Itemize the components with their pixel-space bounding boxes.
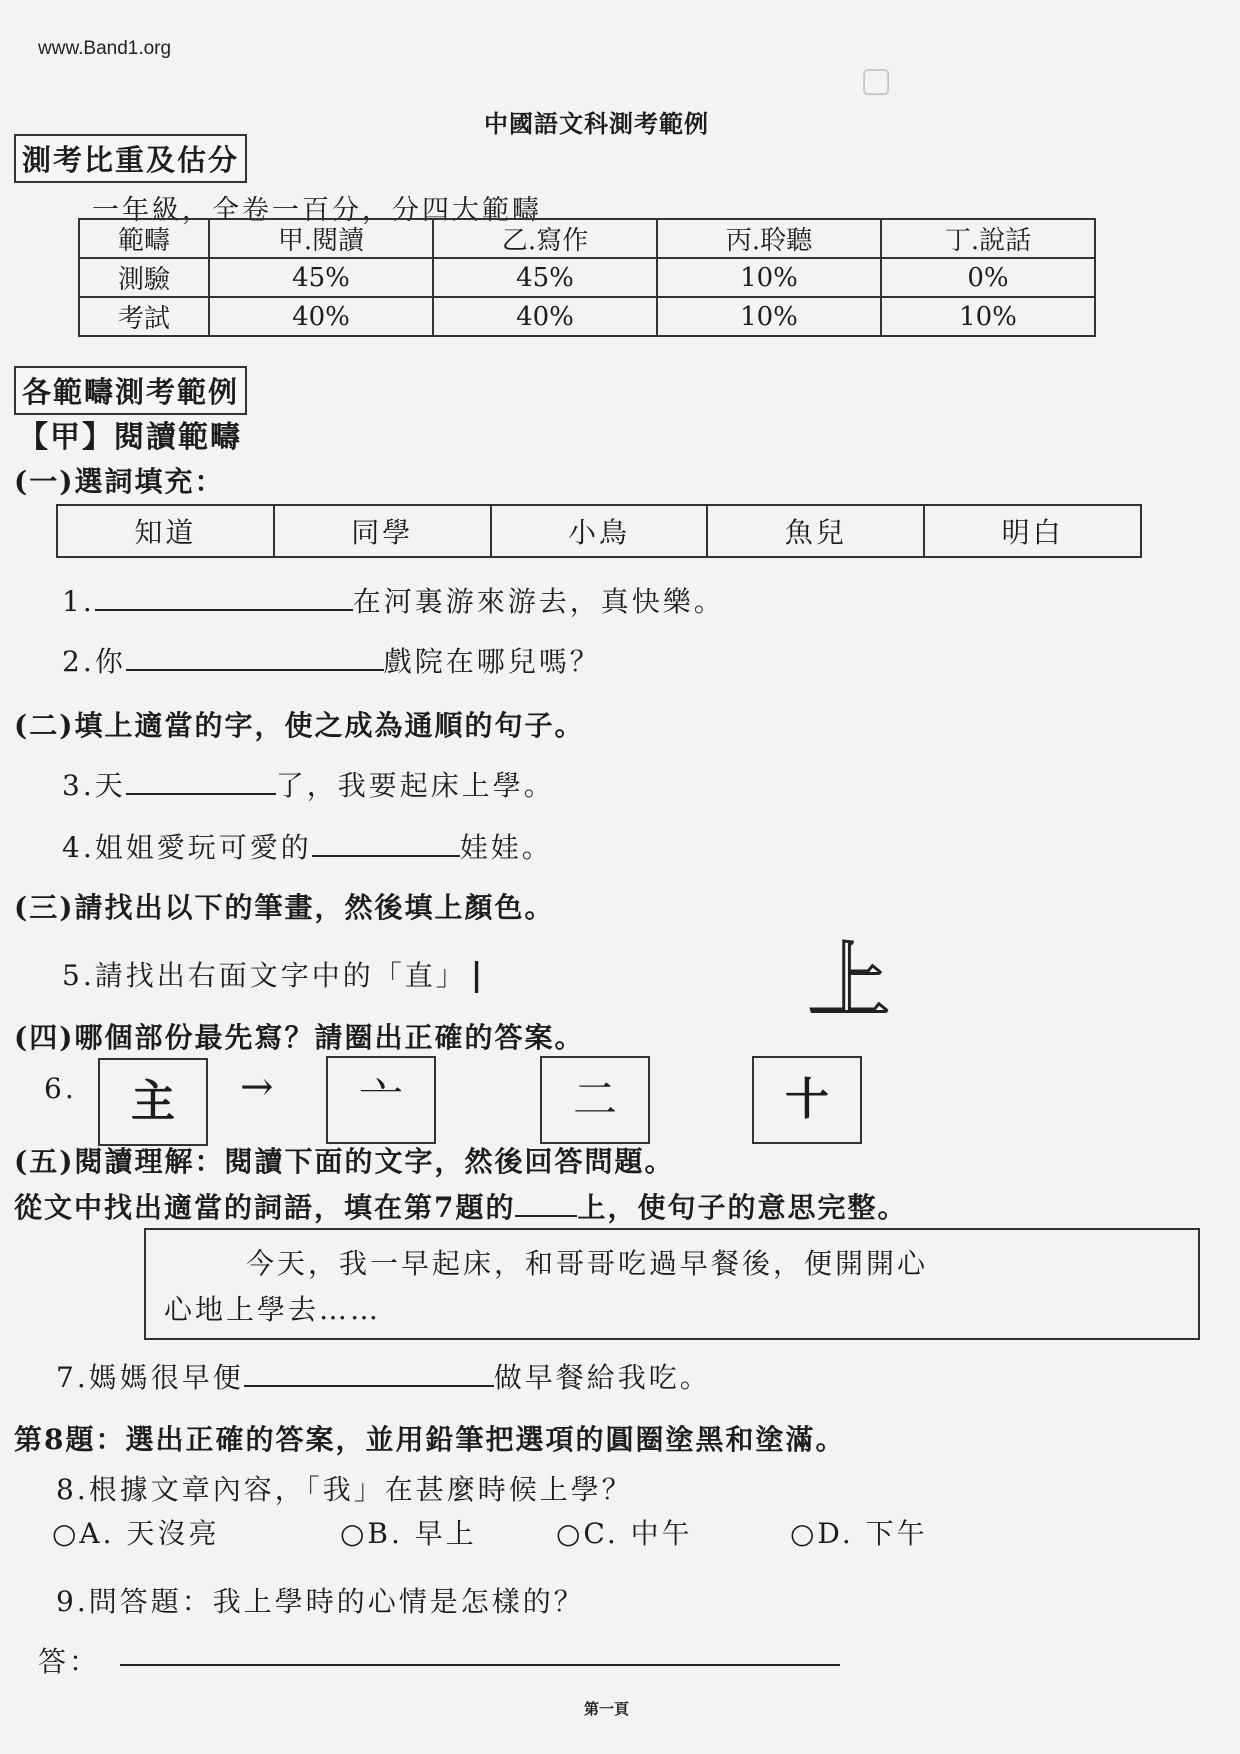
header-cell: 乙.寫作 <box>433 219 657 258</box>
vertical-stroke-symbol: | <box>470 955 486 993</box>
header-cell: 甲.閱讀 <box>209 219 433 258</box>
page-number: 第一頁 <box>584 1700 630 1718</box>
question-4 <box>62 826 553 866</box>
outline-character[interactable]: 上 <box>808 934 891 1029</box>
answer-label: 答： <box>38 1645 101 1678</box>
question-text: 了，我要起床上學。 <box>275 769 555 802</box>
option-box[interactable]: 二 <box>540 1056 650 1144</box>
question-9: 9.問答題：我上學時的心情是怎樣的？ <box>56 1585 585 1618</box>
question-text: 2.你 <box>62 645 126 678</box>
answer-blank[interactable] <box>126 769 276 795</box>
passage-line: 今天，我一早起床，和哥哥吃過早餐後，便開開心 <box>246 1247 929 1280</box>
question-text: 做早餐給我吃。 <box>493 1361 711 1394</box>
table-cell: 10% <box>657 297 881 336</box>
question-8-instruction: 第8題：選出正確的答案，並用鉛筆把選項的圓圈塗黑和塗滿。 <box>14 1423 846 1456</box>
word-bank-item: 明白 <box>924 505 1141 557</box>
question-text: 娃娃。 <box>459 831 553 864</box>
answer-line[interactable] <box>120 1664 840 1666</box>
reading-passage <box>144 1228 1200 1340</box>
word-bank-item: 小鳥 <box>491 505 708 557</box>
table-cell: 40% <box>433 297 657 336</box>
word-bank <box>56 504 1142 558</box>
weighting-row <box>79 297 1095 336</box>
section-3-heading: (三)請找出以下的筆畫，然後填上顏色。 <box>14 891 555 924</box>
header-cell: 範疇 <box>79 219 209 258</box>
question-3 <box>62 764 555 804</box>
row-label: 測驗 <box>79 258 209 297</box>
question-text: 3.天 <box>62 769 126 802</box>
reading-heading: 【甲】閱讀範疇 <box>18 420 242 455</box>
option-a[interactable]: ○A. 天沒亮 <box>52 1517 220 1550</box>
header-cell: 丁.說話 <box>881 219 1095 258</box>
option-d[interactable]: ○D. 下午 <box>790 1517 928 1550</box>
examples-heading: 各範疇測考範例 <box>14 366 247 415</box>
instruction-text: 從文中找出適當的詞語，填在第7題的 <box>14 1191 516 1224</box>
answer-blank[interactable] <box>126 645 384 671</box>
option-c[interactable]: ○C. 中午 <box>556 1517 693 1550</box>
question-5 <box>62 954 485 994</box>
word-bank-item: 知道 <box>57 505 274 557</box>
page-title: 中國語文科測考範例 <box>484 109 709 138</box>
option-box[interactable]: 亠 <box>326 1056 436 1144</box>
weighting-row <box>79 258 1095 297</box>
question-1 <box>62 580 725 620</box>
section-5-heading: (五)閱讀理解：閱讀下面的文字，然後回答問題。 <box>14 1145 675 1178</box>
word-bank-item: 魚兒 <box>707 505 924 557</box>
question-text: 7.媽媽很早便 <box>56 1361 244 1394</box>
word-bank-item: 同學 <box>274 505 491 557</box>
question-number: 1. <box>62 585 95 618</box>
question-7 <box>56 1356 711 1396</box>
question-2 <box>62 640 601 680</box>
passage-line: 心地上學去…… <box>164 1293 382 1326</box>
row-label: 考試 <box>79 297 209 336</box>
question-text: 在河裏游來游去，真快樂。 <box>352 585 725 618</box>
weighting-heading: 測考比重及估分 <box>14 134 247 183</box>
table-cell: 10% <box>881 297 1095 336</box>
table-cell: 45% <box>209 258 433 297</box>
answer-blank[interactable] <box>244 1361 494 1387</box>
weighting-header-row <box>79 219 1095 258</box>
weighting-intro: 一年級，全卷一百分，分四大範疇 <box>92 195 542 226</box>
question-8: 8.根據文章內容，「我」在甚麼時候上學？ <box>56 1473 633 1506</box>
question-text: 5.請找出右面文字中的「直」 <box>62 959 467 992</box>
option-box[interactable]: 十 <box>752 1056 862 1144</box>
table-cell: 0% <box>881 258 1095 297</box>
main-character-box: 主 <box>98 1058 208 1146</box>
table-cell: 10% <box>657 258 881 297</box>
question-text: 4.姐姐愛玩可愛的 <box>62 831 312 864</box>
section-4-heading: (四)哪個部份最先寫？請圈出正確的答案。 <box>14 1021 585 1054</box>
header-cell: 丙.聆聽 <box>657 219 881 258</box>
answer-blank[interactable] <box>312 831 460 857</box>
answer-blank[interactable] <box>95 585 353 611</box>
instruction-text: 上，使句子的意思完整。 <box>577 1191 908 1224</box>
blank-marker <box>515 1193 577 1217</box>
weighting-table <box>78 218 1096 337</box>
section-2-heading: (二)填上適當的字，使之成為通順的句子。 <box>14 709 585 742</box>
question-6-number: 6. <box>44 1072 77 1105</box>
table-cell: 45% <box>433 258 657 297</box>
bleed-through-mark: ▢ <box>860 60 897 100</box>
site-url: www.Band1.org <box>38 38 172 59</box>
section-1-heading: (一)選詞填充： <box>14 465 225 498</box>
arrow-icon: → <box>240 1064 274 1110</box>
option-b[interactable]: ○B. 早上 <box>340 1517 477 1550</box>
table-cell: 40% <box>209 297 433 336</box>
section-5-instruction <box>14 1186 908 1226</box>
question-text: 戲院在哪兒嗎？ <box>383 645 601 678</box>
